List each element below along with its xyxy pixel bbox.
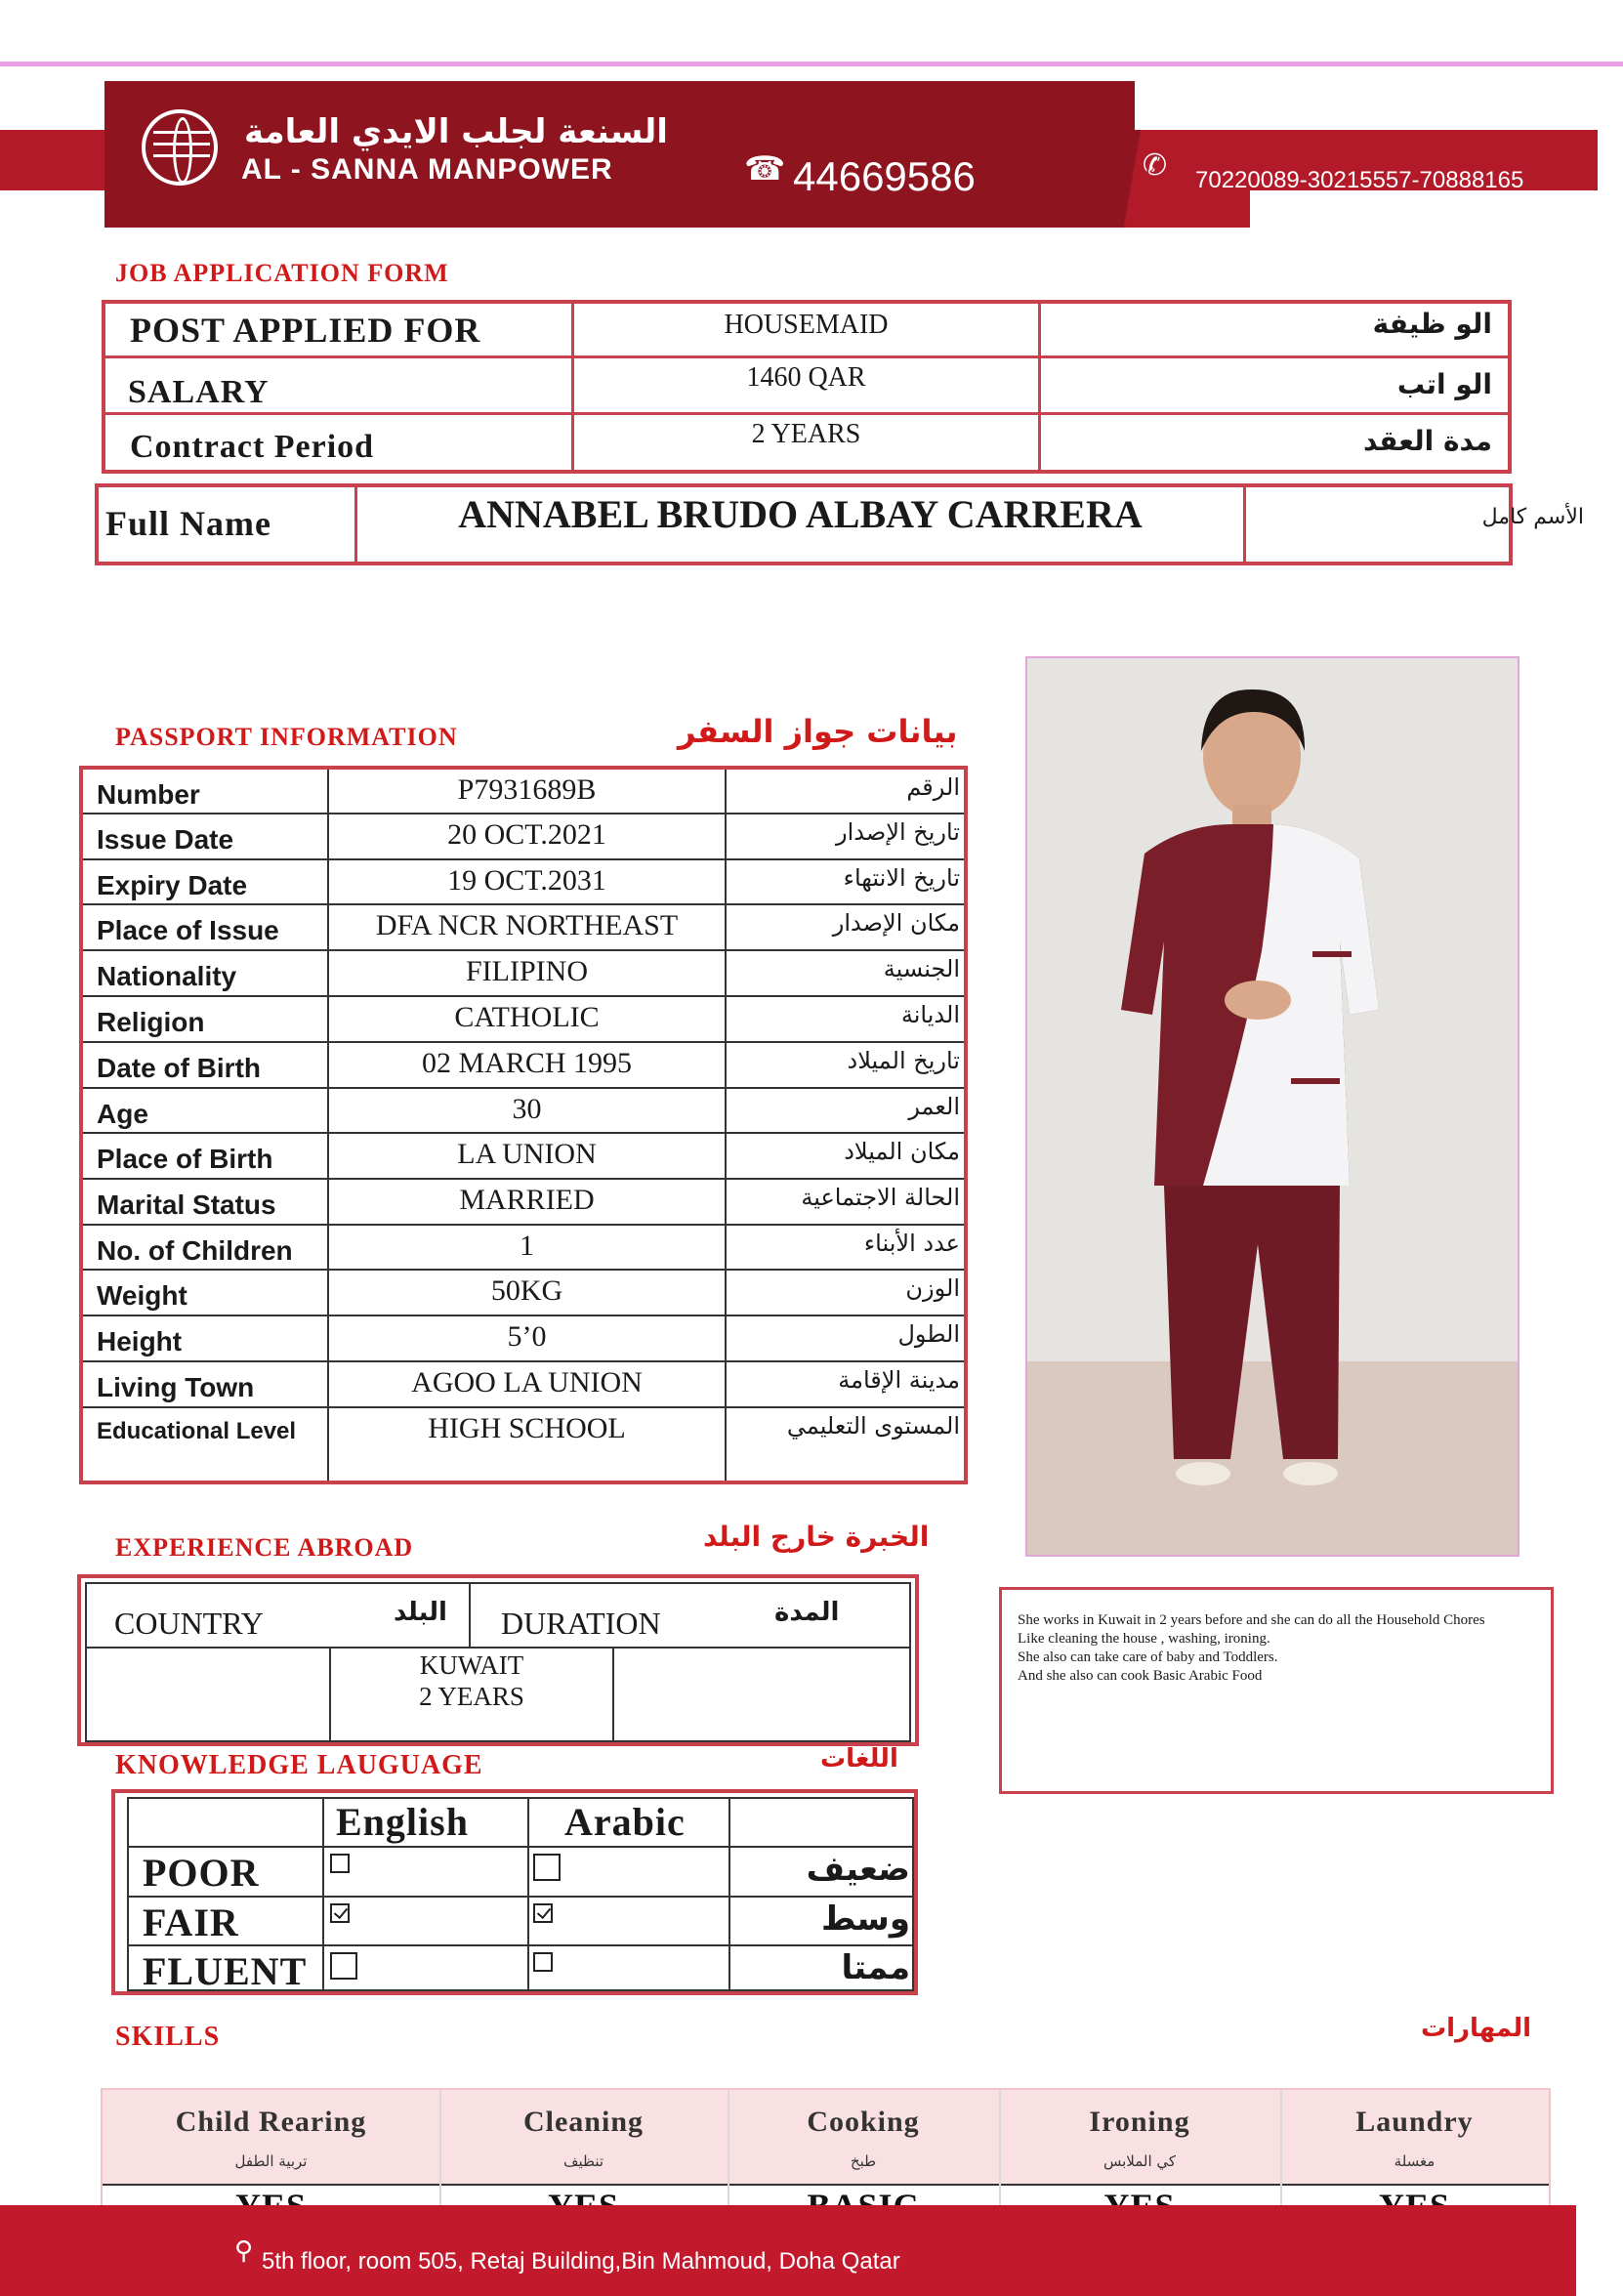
skill-name: Child Rearing xyxy=(175,2106,367,2138)
passport-field-label: Religion xyxy=(97,1007,205,1037)
passport-row-divider xyxy=(83,1132,964,1134)
salary-label: SALARY xyxy=(128,374,270,410)
passport-field-label-ar: الرقم xyxy=(906,773,960,801)
skill-name-ar: كي الملابس xyxy=(1103,2152,1177,2170)
post-label: POST APPLIED FOR xyxy=(130,311,481,350)
passport-field-label: Nationality xyxy=(97,961,237,991)
skill-name-ar: تنظيف xyxy=(562,2152,604,2170)
arabic-fluent-checkbox[interactable] xyxy=(533,1952,553,1972)
english-fluent-checkbox[interactable] xyxy=(330,1952,357,1980)
skills-title: SKILLS xyxy=(115,2022,221,2052)
passport-field-value: 02 MARCH 1995 xyxy=(421,1047,633,1079)
remark-line: Like cleaning the house , washing, ironing. xyxy=(1018,1631,1270,1647)
passport-field-value: 50KG xyxy=(490,1274,563,1307)
passport-field-value: DFA NCR NORTHEAST xyxy=(375,909,679,941)
remark-line: She also can take care of baby and Toddlers. xyxy=(1018,1649,1278,1665)
contract-label-ar: مدة العقد xyxy=(1362,425,1492,457)
form-title: JOB APPLICATION FORM xyxy=(115,259,449,287)
phone-icon: ☎ xyxy=(744,151,786,188)
fullname-label: Full Name xyxy=(105,504,271,543)
passport-field-value: P7931689B xyxy=(457,773,597,806)
passport-field-label-ar: مكان الإصدار xyxy=(832,909,960,937)
experience-title: EXPERIENCE ABROAD xyxy=(115,1533,414,1562)
passport-field-label-ar: تاريخ الإصدار xyxy=(836,818,960,846)
passport-row-divider xyxy=(83,1224,964,1226)
experience-duration: 2 YEARS xyxy=(419,1682,524,1711)
passport-field-label-ar: مدينة الإقامة xyxy=(838,1366,960,1394)
globe-logo-icon xyxy=(142,109,218,186)
passport-field-label: Living Town xyxy=(97,1372,255,1402)
passport-field-value: 1 xyxy=(520,1230,534,1262)
experience-country: KUWAIT xyxy=(419,1650,524,1680)
country-header: COUNTRY xyxy=(114,1606,264,1641)
passport-row-divider xyxy=(83,1178,964,1180)
skill-name-ar: طبخ xyxy=(850,2152,877,2170)
passport-row-divider xyxy=(83,1269,964,1271)
passport-field-label: Date of Birth xyxy=(97,1053,261,1083)
skill-name: Cleaning xyxy=(522,2106,645,2138)
passport-row-divider xyxy=(83,949,964,951)
skill-name-ar: مغسلة xyxy=(1394,2152,1436,2170)
fullname-table xyxy=(95,483,1584,565)
passport-row-divider xyxy=(83,995,964,997)
passport-row-divider xyxy=(83,858,964,860)
passport-table xyxy=(79,766,968,1484)
passport-field-value: 5’0 xyxy=(507,1320,547,1353)
passport-field-label-ar: عدد الأبناء xyxy=(863,1230,960,1257)
language-level-label: POOR xyxy=(143,1851,260,1895)
passport-field-label: Expiry Date xyxy=(97,870,248,900)
passport-row-divider xyxy=(83,813,964,814)
footer-address: 5th floor, room 505, Retaj Building,Bin Mahmoud, Doha Qatar xyxy=(262,2248,900,2275)
language-level-label: FLUENT xyxy=(143,1949,308,1993)
passport-row-divider xyxy=(83,1315,964,1316)
english-poor-checkbox[interactable] xyxy=(330,1854,350,1873)
duration-header-ar: المدة xyxy=(774,1598,840,1627)
passport-field-label-ar: المستوى التعليمي xyxy=(786,1412,960,1440)
experience-title-ar: الخبرة خارج البلد xyxy=(703,1521,930,1553)
language-title: KNOWLEDGE LAUGUAGE xyxy=(115,1750,483,1780)
passport-field-label: Educational Level xyxy=(97,1418,297,1444)
passport-field-label: No. of Children xyxy=(97,1235,293,1266)
fullname-label-ar: الأسم كامل xyxy=(1481,505,1584,529)
contract-label: Contract Period xyxy=(130,429,375,465)
arabic-header: Arabic xyxy=(564,1800,686,1844)
passport-field-label: Marital Status xyxy=(97,1190,276,1220)
passport-field-value: MARRIED xyxy=(459,1184,595,1216)
passport-field-value: FILIPINO xyxy=(466,955,588,987)
skill-name: Ironing xyxy=(1089,2106,1190,2138)
passport-row-divider xyxy=(83,903,964,905)
passport-field-label: Weight xyxy=(97,1280,187,1311)
top-divider xyxy=(0,62,1623,66)
skills-title-ar: المهارات xyxy=(1421,2014,1532,2043)
passport-field-label-ar: الديانة xyxy=(900,1001,960,1028)
language-level-label-ar: وسط xyxy=(821,1899,910,1939)
passport-field-label: Height xyxy=(97,1326,183,1357)
passport-field-label-ar: تاريخ الميلاد xyxy=(847,1047,960,1074)
passport-field-label-ar: العمر xyxy=(908,1093,960,1120)
passport-field-label: Issue Date xyxy=(97,824,234,855)
location-pin-icon: ⚲ xyxy=(234,2236,254,2266)
experience-table xyxy=(77,1574,919,1746)
passport-row-divider xyxy=(83,1041,964,1043)
passport-field-label: Age xyxy=(97,1099,148,1129)
job-table xyxy=(102,300,1512,474)
passport-field-label-ar: الحالة الاجتماعية xyxy=(801,1184,960,1211)
passport-field-value: 19 OCT.2031 xyxy=(447,864,606,897)
post-label-ar: الو ظيفة xyxy=(1372,308,1492,340)
passport-field-label: Place of Issue xyxy=(97,915,279,945)
mobile-numbers: 70220089-30215557-70888165 xyxy=(1195,167,1524,193)
passport-field-value: 20 OCT.2021 xyxy=(447,818,606,851)
passport-field-label-ar: الوزن xyxy=(905,1274,960,1302)
passport-field-label-ar: تاريخ الانتهاء xyxy=(843,864,960,892)
english-header: English xyxy=(336,1800,469,1844)
language-table xyxy=(111,1789,918,1995)
passport-row-divider xyxy=(83,1087,964,1089)
passport-field-value: CATHOLIC xyxy=(454,1001,600,1033)
passport-field-value: 30 xyxy=(512,1093,542,1125)
candidate-photo xyxy=(1025,656,1519,1557)
passport-title: PASSPORT INFORMATION xyxy=(115,723,458,751)
skill-name: Laundry xyxy=(1355,2106,1474,2138)
passport-row-divider xyxy=(83,1406,964,1408)
english-fair-checkbox[interactable] xyxy=(330,1903,350,1923)
skill-name: Cooking xyxy=(807,2106,920,2138)
fullname-value: ANNABEL BRUDO ALBAY CARRERA xyxy=(458,492,1143,536)
passport-field-value: HIGH SCHOOL xyxy=(428,1412,626,1444)
remarks-box xyxy=(999,1587,1554,1794)
remark-line: And she also can cook Basic Arabic Food xyxy=(1018,1668,1263,1684)
post-value: HOUSEMAID xyxy=(724,310,889,340)
passport-field-label-ar: الجنسية xyxy=(883,955,960,982)
salary-value: 1460 QAR xyxy=(746,362,866,393)
passport-field-label-ar: مكان الميلاد xyxy=(844,1138,960,1165)
language-title-ar: اللغات xyxy=(820,1744,898,1774)
remark-line: She works in Kuwait in 2 years before and she can do all the Household Chores xyxy=(1018,1612,1485,1628)
phone-number: 44669586 xyxy=(793,153,976,199)
arabic-poor-checkbox[interactable] xyxy=(533,1854,561,1881)
contract-value: 2 YEARS xyxy=(751,419,861,449)
passport-field-value: AGOO LA UNION xyxy=(411,1366,643,1398)
skill-name-ar: تربية الطفل xyxy=(234,2152,308,2170)
salary-label-ar: الو اتب xyxy=(1396,368,1492,400)
passport-field-label: Number xyxy=(97,779,200,810)
company-name-ar: السنعة لجلب الايدي العامة xyxy=(244,112,668,151)
duration-header: DURATION xyxy=(501,1606,661,1641)
language-level-label: FAIR xyxy=(143,1900,239,1944)
country-header-ar: البلد xyxy=(394,1598,447,1627)
passport-field-label-ar: الطول xyxy=(897,1320,960,1348)
passport-field-label: Place of Birth xyxy=(97,1144,273,1174)
passport-row-divider xyxy=(83,1360,964,1362)
passport-field-value: LA UNION xyxy=(457,1138,597,1170)
language-level-label-ar: ضعيف xyxy=(806,1850,910,1889)
language-level-label-ar: ممتا xyxy=(841,1948,910,1987)
passport-title-ar: بيانات جواز السفر xyxy=(678,713,958,750)
mobile-phone-icon: ✆ xyxy=(1143,148,1168,183)
arabic-fair-checkbox[interactable] xyxy=(533,1903,553,1923)
candidate-photo-illustration xyxy=(1027,658,1518,1555)
company-name: AL - SANNA MANPOWER xyxy=(241,153,613,186)
